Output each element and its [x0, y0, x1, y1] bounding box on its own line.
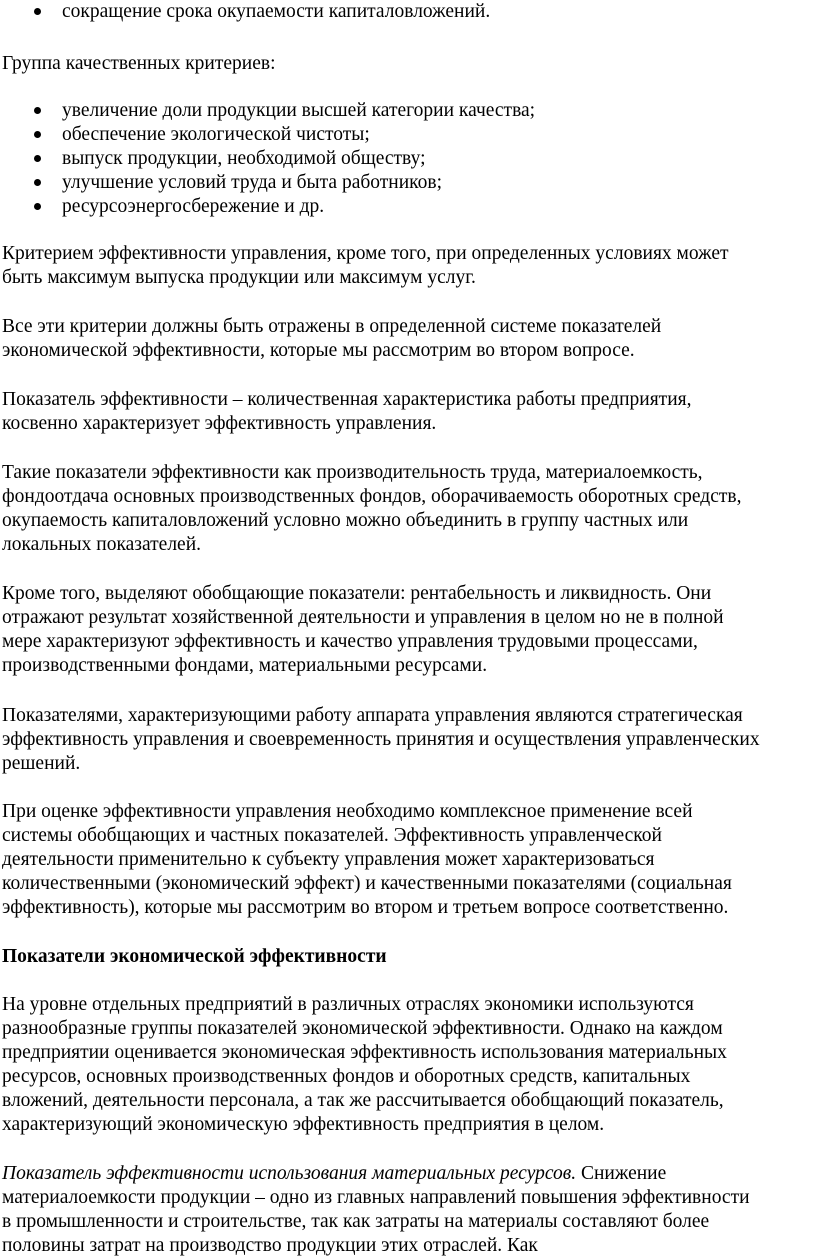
qualitative-criteria-list — [0, 99, 812, 219]
bullet-icon — [34, 155, 41, 162]
list-item-text: улучшение условий труда и быта работников; — [62, 172, 443, 193]
list-item — [0, 147, 812, 171]
list-item — [0, 171, 812, 195]
list-item-text: обеспечение экологической чистоты; — [62, 124, 370, 145]
paragraph-evaluation: При оценке эффективности управления необходимо комплексное применение всей системы обобщающих и частных показателей. Эффективность управленческой деятельности применительно к субъекту управления может характеризоваться количественными (экономический эффект) и качественными показателями (социальная эффективность), которые мы рассмотрим во втором и третьем вопросе соответственно. — [2, 801, 732, 918]
bullet-icon — [34, 131, 41, 138]
list-item — [0, 123, 812, 147]
bullet-icon — [34, 179, 41, 186]
list-item-text: ресурсоэнергосбережение и др. — [62, 196, 325, 217]
bullet-icon — [34, 8, 41, 15]
list-item-text: сокращение срока окупаемости капиталовложений. — [62, 1, 491, 22]
list-item-text: выпуск продукции, необходимой обществу; — [62, 148, 426, 169]
paragraph-italic-lead: Показатель эффективности использования материальных ресурсов. — [2, 1163, 577, 1184]
paragraph-management-apparatus: Показателями, характеризующими работу аппарата управления являются стратегическая эффективность управления и своевременность принятия и осуществления управленческих решений. — [2, 705, 760, 774]
paragraph-material-resources — [2, 1162, 814, 1258]
paragraph-criteria-system: Все эти критерии должны быть отражены в определенной системе показателей экономической эффективности, которые мы рассмотрим во втором вопросе. — [2, 316, 662, 361]
list-item — [0, 99, 812, 123]
bullet-icon — [34, 107, 41, 114]
bullet-list-top — [0, 0, 812, 24]
qualitative-group-label: Группа качественных критериев: — [2, 53, 276, 74]
list-item — [0, 0, 812, 24]
paragraph-enterprise-level: На уровне отдельных предприятий в различных отраслях экономики используются разнообразные группы показателей экономической эффективности. Однако на каждом предприятии оценивается экономическая эффективность использования материальных ресурсов, основных производственных фондов и оборотных средств, капитальных вложений, деятельности персонала, а так же рассчитывается обобщающий показатель, характеризующий экономическую эффективность предприятия в целом. — [2, 994, 727, 1135]
paragraph-general-indicators: Кроме того, выделяют обобщающие показатели: рентабельность и ликвидность. Они отражают результат хозяйственной деятельности и управления в целом но не в полной мере характеризуют эффективность и качество управления трудовыми процессами, производственными фондами, материальными ресурсами. — [2, 583, 724, 676]
paragraph-efficiency-criterion: Критерием эффективности управления, кроме того, при определенных условиях может быть максимум выпуска продукции или максимум услуг. — [2, 243, 729, 288]
paragraph-local-indicators: Такие показатели эффективности как производительность труда, материалоемкость, фондоотдача основных производственных фондов, оборачиваемость оборотных средств, окупаемость капиталовложений условно можно объединить в группу частных или локальных показателей. — [2, 462, 742, 555]
list-item-text: увеличение доли продукции высшей категории качества; — [62, 100, 536, 121]
bullet-icon — [34, 203, 41, 210]
paragraph-indicator-definition: Показатель эффективности – количественная характеристика работы предприятия, косвенно характеризует эффективность управления. — [2, 389, 692, 434]
section-heading: Показатели экономической эффективности — [2, 946, 387, 967]
list-item — [0, 195, 812, 219]
paragraph-rest: Снижение материалоемкости продукции – одно из главных направлений повышения эффективности в промышленности и строительстве, так как затраты на материалы составляют более половины затрат на производство продукции этих отраслей. Как — [2, 1163, 750, 1256]
